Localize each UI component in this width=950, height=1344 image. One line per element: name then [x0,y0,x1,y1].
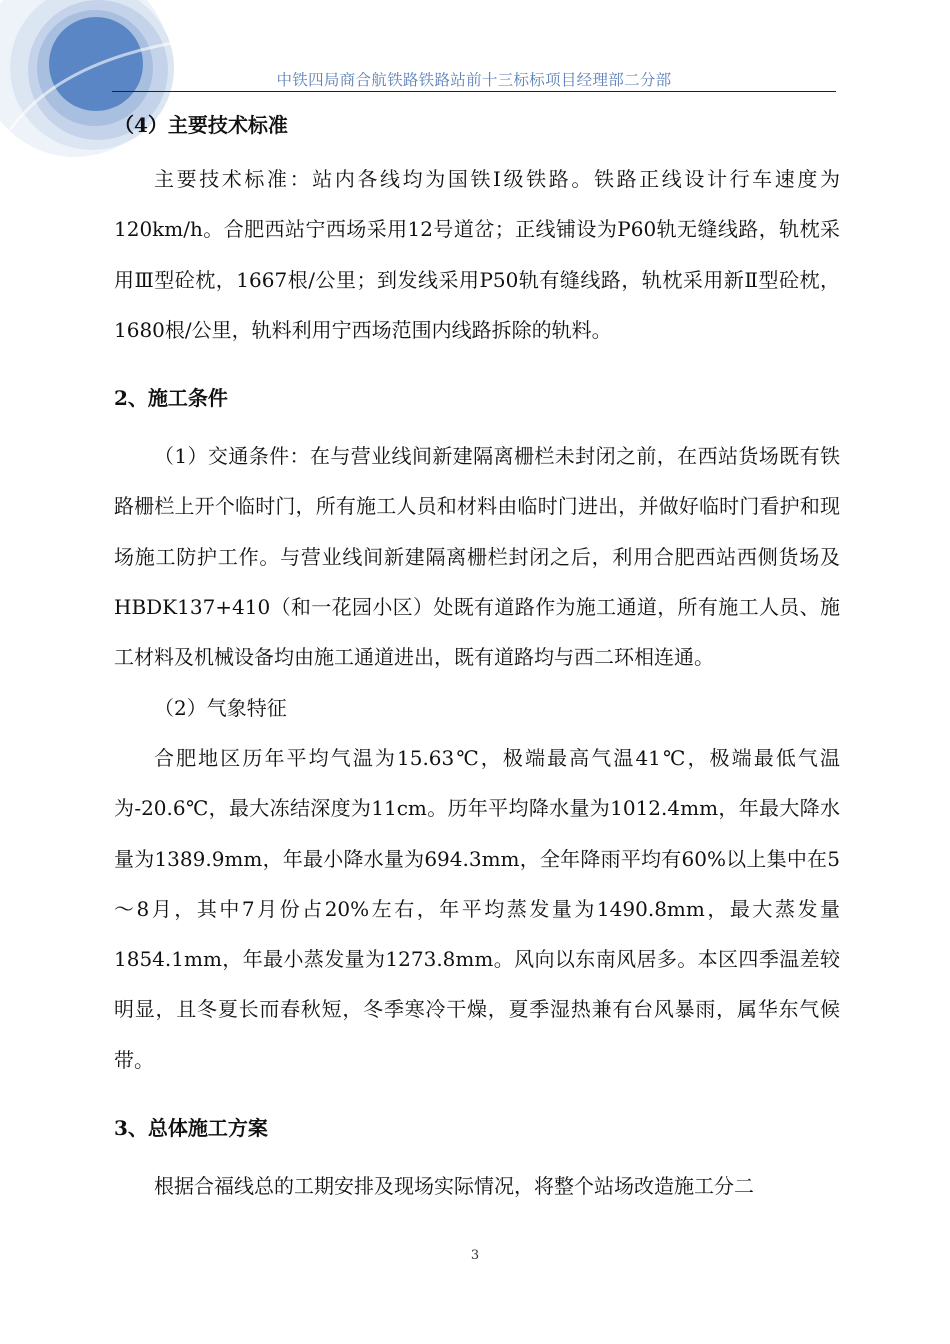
section-heading-overall-plan: 3、总体施工方案 [114,1116,268,1141]
paragraph-tech-standard: 主要技术标准：站内各线均为国铁Ⅰ级铁路。铁路正线设计行车速度为120km/h。合肥西站宁西场采用12号道岔；正线铺设为P60轨无缝线路，轨枕采用Ⅲ型砼枕，1667根/公里；到发线采用P50轨有缝线路，轨枕采用新Ⅱ型砼枕，1680根/公里，轨料利用宁西场范围内线路拆除的轨料。 [114,167,840,342]
running-header: 中铁四局商合航铁路铁路站前十三标标项目经理部二分部 [276,71,672,89]
subheading-climate: （2）气象特征 [154,695,287,720]
document-body [114,104,840,1211]
page-number: 3 [470,1248,480,1263]
paragraph-climate: 合肥地区历年平均气温为15.63℃，极端最高气温41℃，极端最低气温为-20.6℃，最大冻结深度为11cm。历年平均降水量为1012.4mm，年最大降水量为1389.9mm，年最小降水量为694.3mm，全年降雨平均有60%以上集中在5～8月，其中7月份占20%左右，年平均蒸发量为1490.8mm，最大蒸发量1854.1mm，年最小蒸发量为1273.8mm。风向以东南风居多。本区四季温差较明显，且冬夏长而春秋短，冬季寒冷干燥，夏季湿热兼有台风暴雨，属华东气候带。 [114,745,840,1072]
section-heading-tech-standard: （4）主要技术标准 [114,113,288,137]
header-divider [112,91,836,92]
section-heading-construction-conditions: 2、施工条件 [114,386,228,411]
paragraph-traffic-conditions: （1）交通条件：在与营业线间新建隔离栅栏未封闭之前，在西站货场既有铁路栅栏上开个临时门，所有施工人员和材料由临时门进出，并做好临时门看护和现场施工防护工作。与营业线间新建隔离栅栏封闭之后，利用合肥西站西侧货场及HBDK137+410（和一花园小区）处既有道路作为施工通道，所有施工人员、施工材料及机械设备均由施工通道进出，既有道路均与西二环相连通。 [114,444,840,670]
paragraph-overall-plan: 根据合福线总的工期安排及现场实际情况，将整个站场改造施工分二 [154,1174,754,1199]
